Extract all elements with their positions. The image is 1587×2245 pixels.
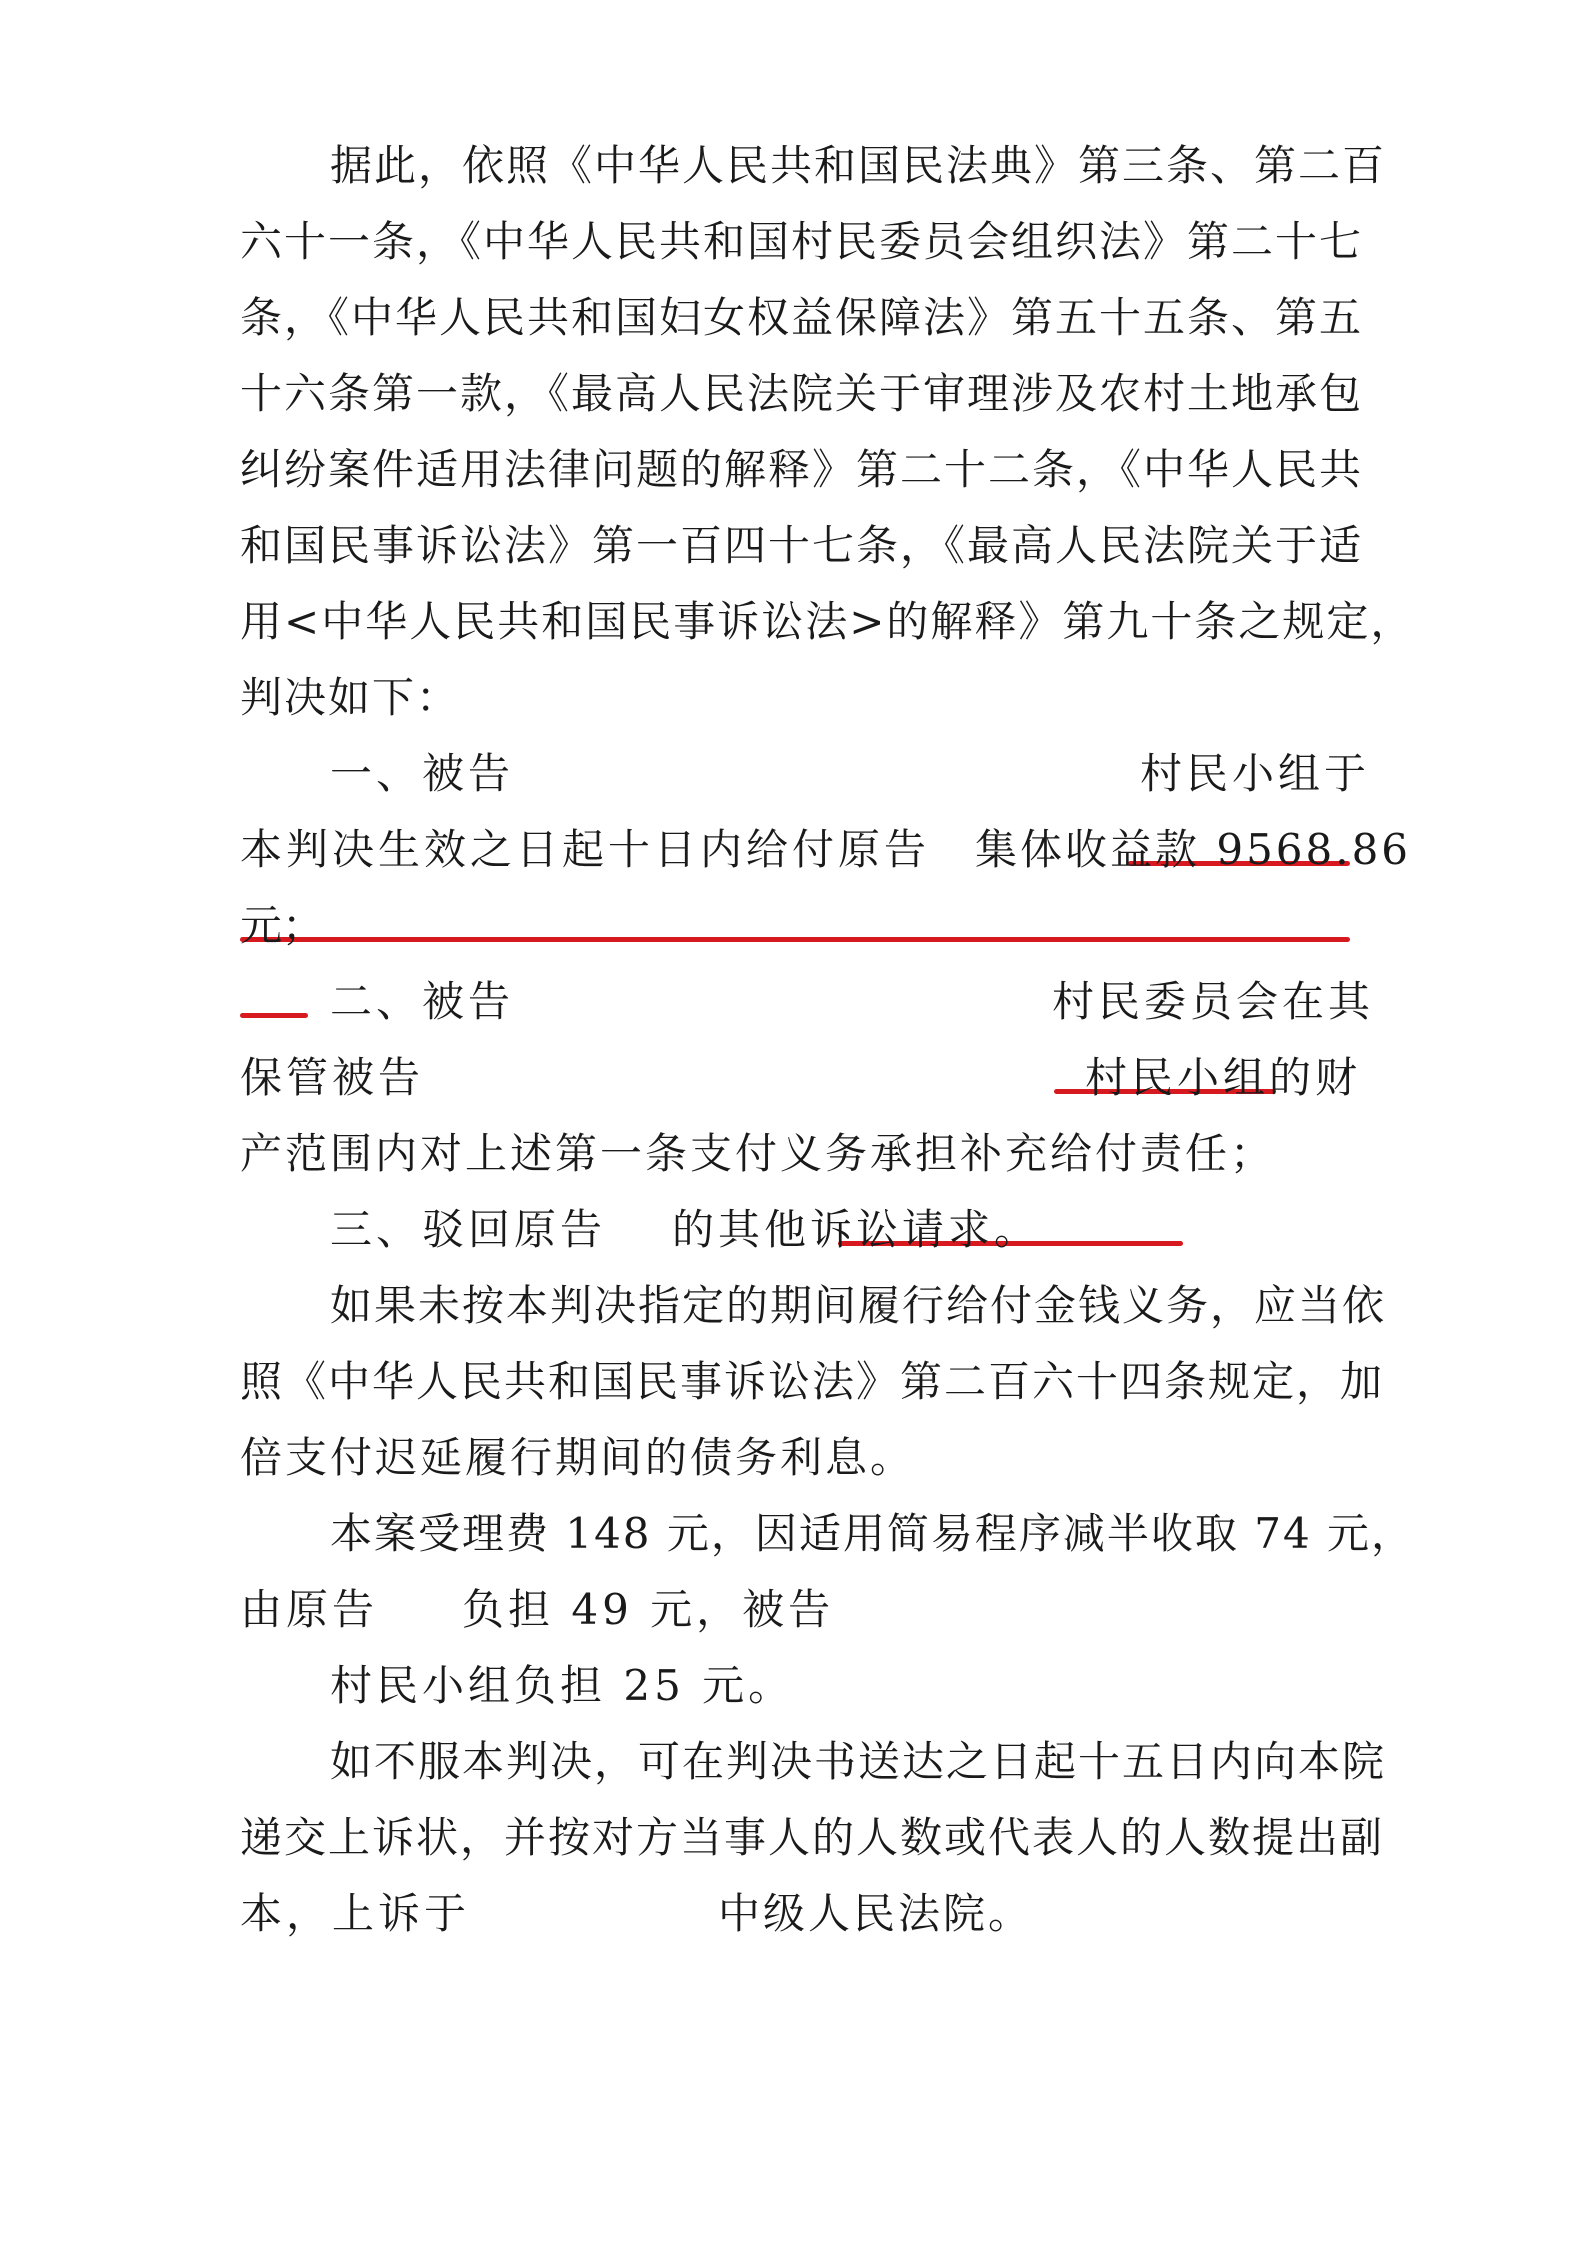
paragraph-line: [0, 1572, 1587, 1648]
paragraph-text: 条，《中华人民共和国妇女权益保障法》第五十五条、第五: [240, 293, 1364, 342]
paragraph-line: [0, 1420, 1587, 1496]
paragraph-line: [0, 584, 1587, 660]
judgment-item-one: [0, 736, 1587, 812]
paragraph-line: [0, 1496, 1587, 1572]
paragraph-text: 和国民事诉讼法》第一百四十七条，《最高人民法院关于适: [240, 521, 1364, 570]
item-three-text: 的其他诉讼请求。: [672, 1205, 1041, 1254]
appeal-text: 递交上诉状，并按对方当事人的人数或代表人的人数提出副: [240, 1813, 1385, 1862]
appeal-court: 中级人民法院。: [718, 1889, 1034, 1938]
item-two-text: 保管被告: [240, 1053, 425, 1102]
paragraph-line: [0, 280, 1587, 356]
item-one-amount: 集体收益款 9568.86: [975, 825, 1412, 874]
paragraph-text: 用<中华人民共和国民事诉讼法>的解释》第九十条之规定，: [240, 597, 1415, 646]
paragraph-line: [0, 356, 1587, 432]
paragraph-line: [0, 1268, 1587, 1344]
paragraph-line: [0, 1876, 1587, 1952]
item-one-text: 本判决生效之日起十日内给付原告: [240, 825, 931, 874]
paragraph-line: [0, 204, 1587, 280]
paragraph-line: [0, 1344, 1587, 1420]
item-two-committee: 村民委员会在其: [1052, 977, 1375, 1026]
judgment-intro: 判决如下：: [240, 673, 461, 722]
paragraph-line: [0, 508, 1587, 584]
paragraph-line: [0, 1648, 1587, 1724]
paragraph-text: 六十一条，《中华人民共和国村民委员会组织法》第二十七: [240, 217, 1364, 266]
paragraph-text: 十六条第一款，《最高人民法院关于审理涉及农村土地承包: [240, 369, 1364, 418]
paragraph-line: [0, 1040, 1587, 1116]
paragraph-line: [0, 1116, 1587, 1192]
item-one-end: 元；: [240, 901, 325, 950]
judgment-item-two: [0, 964, 1587, 1040]
fee-defendant: 负担 49 元，被告: [462, 1585, 835, 1634]
item-two-group: 村民小组的财: [1085, 1053, 1362, 1102]
paragraph-line: [0, 1800, 1587, 1876]
paragraph-line: [0, 660, 1587, 736]
item-two-label: 二、被告: [330, 977, 515, 1026]
paragraph-text: 倍支付迟延履行期间的债务利息。: [240, 1433, 916, 1482]
fee-text: 本案受理费 148 元，因适用简易程序减半收取 74 元，: [330, 1509, 1416, 1558]
paragraph-text: 据此，依照《中华人民共和国民法典》第三条、第二百: [330, 141, 1387, 190]
item-three-label: 三、驳回原告: [330, 1205, 607, 1254]
item-one-label: 一、被告: [330, 749, 515, 798]
fee-group: 村民小组负担 25 元。: [330, 1661, 795, 1710]
paragraph-line: [0, 812, 1587, 888]
item-one-defendant: 村民小组于: [1140, 749, 1371, 798]
appeal-text: 如不服本判决，可在判决书送达之日起十五日内向本院: [330, 1737, 1387, 1786]
fee-plaintiff: 由原告: [240, 1585, 379, 1634]
paragraph-line: [0, 432, 1587, 508]
paragraph-text: 如果未按本判决指定的期间履行给付金钱义务，应当依: [330, 1281, 1387, 1330]
paragraph-line: [0, 1724, 1587, 1800]
judgment-item-three: [0, 1192, 1587, 1268]
item-two-end: 产范围内对上述第一条支付义务承担补充给付责任；: [240, 1129, 1276, 1178]
paragraph-line: [0, 128, 1587, 204]
paragraph-line: [0, 888, 1587, 964]
paragraph-text: 纠纷案件适用法律问题的解释》第二十二条，《中华人民共: [240, 445, 1364, 494]
paragraph-text: 照《中华人民共和国民事诉讼法》第二百六十四条规定，加: [240, 1357, 1385, 1406]
appeal-to: 本，上诉于: [240, 1889, 471, 1938]
